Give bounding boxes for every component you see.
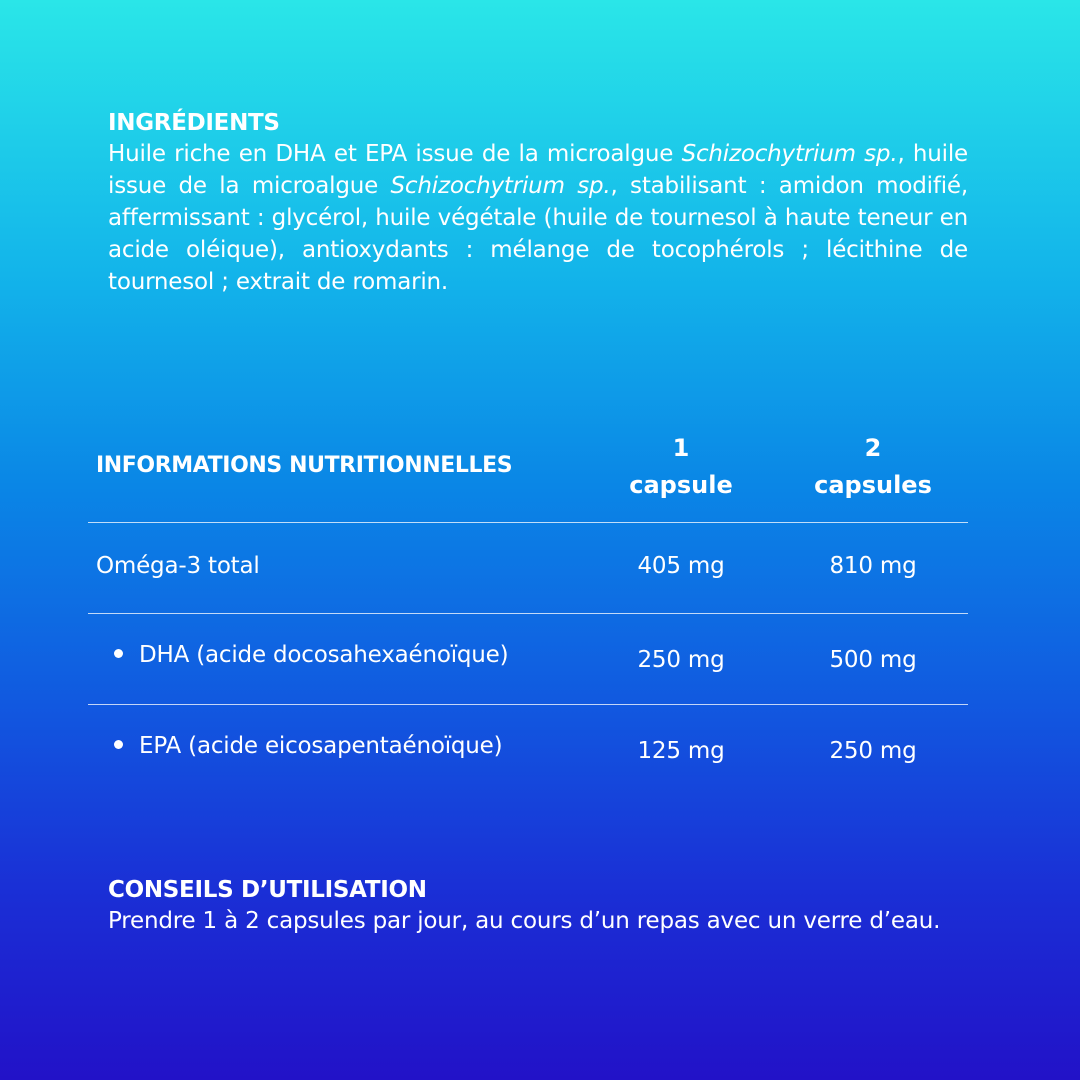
usage-section bbox=[108, 875, 972, 937]
column-header-unit: capsules bbox=[814, 471, 932, 499]
value-one-capsule: 125 mg bbox=[637, 738, 725, 764]
ingredients-text-part-3: , stabilisant : amidon modifié, affermissant : glycérol, huile végétale (huile de tournesol à haute teneur en acide oléique), antioxydants : mélange de tocophérols ; lécithine de tournesol ; extrait de romarin. bbox=[108, 173, 968, 295]
species-name-1: Schizochytrium sp. bbox=[681, 141, 898, 167]
bullet-icon bbox=[114, 649, 123, 658]
row-label-text: EPA (acide eicosapentaénoïque) bbox=[139, 733, 503, 759]
nutrition-table bbox=[88, 428, 968, 795]
value-two-capsules: 810 mg bbox=[829, 553, 917, 579]
ingredients-text bbox=[108, 138, 968, 298]
value-two-capsules: 250 mg bbox=[829, 738, 917, 764]
value-two-capsules: 500 mg bbox=[829, 647, 917, 673]
table-row-dha bbox=[88, 614, 968, 705]
column-header-number: 2 bbox=[864, 434, 882, 462]
species-name-2: Schizochytrium sp. bbox=[390, 173, 611, 199]
ingredients-heading: INGRÉDIENTS bbox=[108, 110, 280, 136]
ingredients-text-part-1: Huile riche en DHA et EPA issue de la microalgue bbox=[108, 141, 682, 167]
usage-text: Prendre 1 à 2 capsules par jour, au cours d’un repas avec un verre d’eau. bbox=[108, 908, 941, 934]
value-one-capsule: 250 mg bbox=[637, 647, 725, 673]
row-label-text: DHA (acide docosahexaénoïque) bbox=[139, 642, 509, 668]
nutrition-table-header bbox=[88, 428, 968, 523]
row-label bbox=[114, 733, 502, 759]
column-header-two-capsules bbox=[788, 430, 958, 504]
usage-heading: CONSEILS D’UTILISATION bbox=[108, 877, 427, 903]
table-row-epa bbox=[88, 705, 968, 795]
row-label bbox=[114, 642, 508, 668]
column-header-number: 1 bbox=[672, 434, 690, 462]
bullet-icon bbox=[114, 740, 123, 749]
ingredients-section bbox=[108, 108, 968, 298]
nutrition-heading: INFORMATIONS NUTRITIONNELLES bbox=[96, 453, 513, 478]
column-header-one-capsule bbox=[596, 430, 766, 504]
value-one-capsule: 405 mg bbox=[637, 553, 725, 579]
table-row-omega3-total bbox=[88, 523, 968, 614]
row-label: Oméga-3 total bbox=[96, 553, 260, 579]
column-header-unit: capsule bbox=[629, 471, 733, 499]
ingredients-text-part-2: , huile issue de la microalgue bbox=[108, 141, 968, 199]
